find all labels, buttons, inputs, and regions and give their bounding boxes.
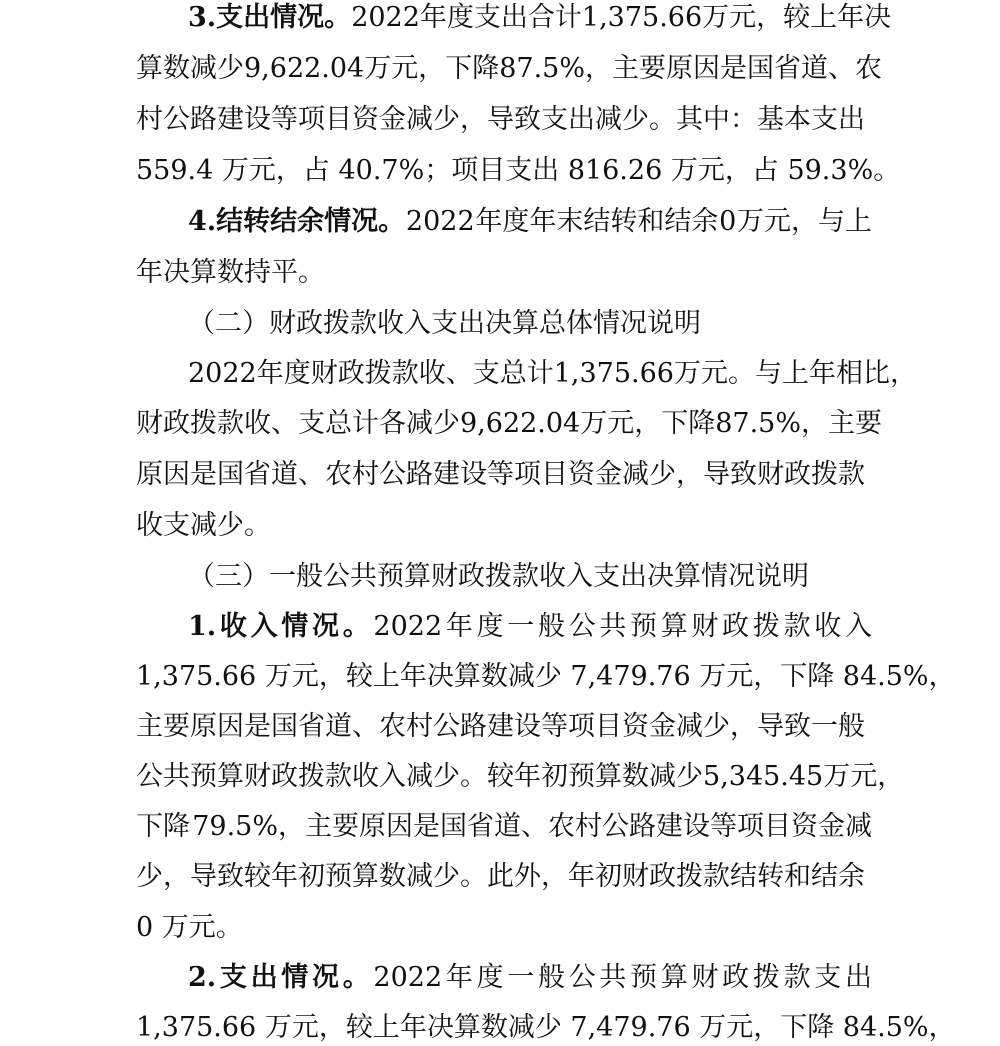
text-segment: 算 [660,962,688,993]
text-segment: 公共预算财政拨款收入减少。较年初预算数减少 [136,761,703,792]
expense-paragraph-line-2 [0,51,1000,87]
gp-income-paragraph-line-1 [0,609,1000,645]
section-heading-3: （三）一般公共预算财政拨款收入支出决算情况说明 [188,561,809,592]
gp-income-heading-part: 收 [219,611,247,642]
text-segment: 万元，下降 [364,53,500,84]
gp-expense-heading-part: 2. [188,962,217,993]
expense-heading-label: 3.支出情况。 [188,2,352,33]
text-segment: 万元。与上年相比， [673,358,917,389]
text-segment: 预 [630,962,658,993]
text-segment: 万元，与上 [736,206,872,237]
text-segment: 一 [507,611,535,642]
gp-income-heading-part: 。 [342,611,370,642]
text-segment: 预 [630,611,658,642]
text-segment: 下降 [136,811,190,842]
text-segment: 度 [476,962,504,993]
text-segment: 2022 [373,611,443,642]
balance-paragraph-line-1 [0,204,1000,240]
text-segment: 算 [660,611,688,642]
text-segment: 79.5%，主要原因是国省道、农村公路建设等项目资金减 [192,811,872,842]
gp-expense-heading-part: 出 [250,962,278,993]
text-segment: 款 [783,962,811,993]
gp-expense-heading-part: 。 [342,962,370,993]
total-paragraph-line-2 [0,406,1000,442]
text-segment: 年 [445,611,473,642]
text-segment: 般 [537,611,565,642]
text-segment: 9,622.04 [244,53,365,84]
text-segment: 政 [722,611,750,642]
text-segment: 87.5%，主要 [715,408,883,439]
text-segment: 年 [445,962,473,993]
text-segment: 出 [844,962,872,993]
text-segment: 年度年末结转和结余 [475,206,719,237]
text-segment: 入 [844,611,872,642]
total-paragraph-line-4: 收支减少。 [136,510,271,541]
expense-paragraph-line-4: 559.4 万元，占 40.7%；项目支出 816.26 万元，占 59.3%。 [136,155,901,186]
gp-income-heading-part: 情 [281,611,309,642]
balance-heading-label: 4.结转结余情况。 [188,206,406,237]
text-segment: 2022 [188,358,257,389]
text-segment: 1,375.66 [581,2,703,33]
text-segment: 万元， [823,761,905,792]
text-segment: 拨 [752,962,780,993]
text-segment: 财政拨款收、支总计各减少 [136,408,460,439]
gp-expense-heading-part: 情 [281,962,309,993]
text-segment: 拨 [752,611,780,642]
text-segment: 万元，较上年决 [702,2,892,33]
text-segment: 财 [691,962,719,993]
text-segment: 算数减少 [136,53,244,84]
expense-paragraph-line-1 [0,0,1000,36]
text-segment: 政 [722,962,750,993]
text-segment: 款 [783,611,811,642]
gp-income-paragraph-line-7: 0 万元。 [136,912,243,943]
text-segment: 2022 [351,2,420,33]
text-segment: 0 [719,206,737,237]
gp-income-heading-part: 况 [312,611,339,642]
total-paragraph-line-3: 原因是国省道、农村公路建设等项目资金减少，导致财政拨款 [136,459,865,490]
text-segment: 收 [814,611,842,642]
text-segment: 度 [476,611,504,642]
gp-expense-heading-part: 支 [219,962,247,993]
text-segment: 支 [814,962,842,993]
text-segment: 2022 [373,962,443,993]
gp-income-paragraph-line-2: 1,375.66 万元，较上年决算数减少 7,479.76 万元，下降 84.5%， [136,661,956,692]
gp-expense-heading-part: 况 [312,962,339,993]
gp-income-paragraph-line-3: 主要原因是国省道、农村公路建设等项目资金减少，导致一般 [136,711,865,742]
text-segment: 公 [568,611,596,642]
text-segment: 共 [599,962,627,993]
section-heading-2: （二）财政拨款收入支出决算总体情况说明 [188,308,701,339]
text-segment: 一 [507,962,535,993]
text-segment: 年度支出合计 [419,2,582,33]
gp-income-paragraph-line-6: 少，导致较年初预算数减少。此外，年初财政拨款结转和结余 [136,861,865,892]
text-segment: 年度财政拨款收、支总计 [256,358,554,389]
text-segment: 万元，下降 [580,408,716,439]
gp-expense-paragraph-line-2: 1,375.66 万元，较上年决算数减少 7,479.76 万元，下降 84.5%， [136,1012,956,1043]
gp-income-paragraph-line-4 [0,759,1000,795]
text-segment: 1,375.66 [553,358,674,389]
gp-income-heading-part: 入 [250,611,278,642]
balance-paragraph-line-2: 年决算数持平。 [136,257,325,288]
text-segment: 9,622.04 [460,408,581,439]
text-segment: 2022 [405,206,475,237]
text-segment: 般 [537,962,565,993]
gp-income-paragraph-line-5 [0,809,1000,845]
text-segment: 5,345.45 [703,761,824,792]
text-segment: 财 [691,611,719,642]
gp-income-heading-part: 1. [188,611,217,642]
text-segment: 共 [599,611,627,642]
text-segment: 公 [568,962,596,993]
text-segment: 87.5%，主要原因是国省道、农 [499,53,883,84]
expense-paragraph-line-3: 村公路建设等项目资金减少，导致支出减少。其中：基本支出 [136,104,865,135]
total-paragraph-line-1 [0,356,1000,392]
gp-expense-paragraph-line-1 [0,960,1000,996]
